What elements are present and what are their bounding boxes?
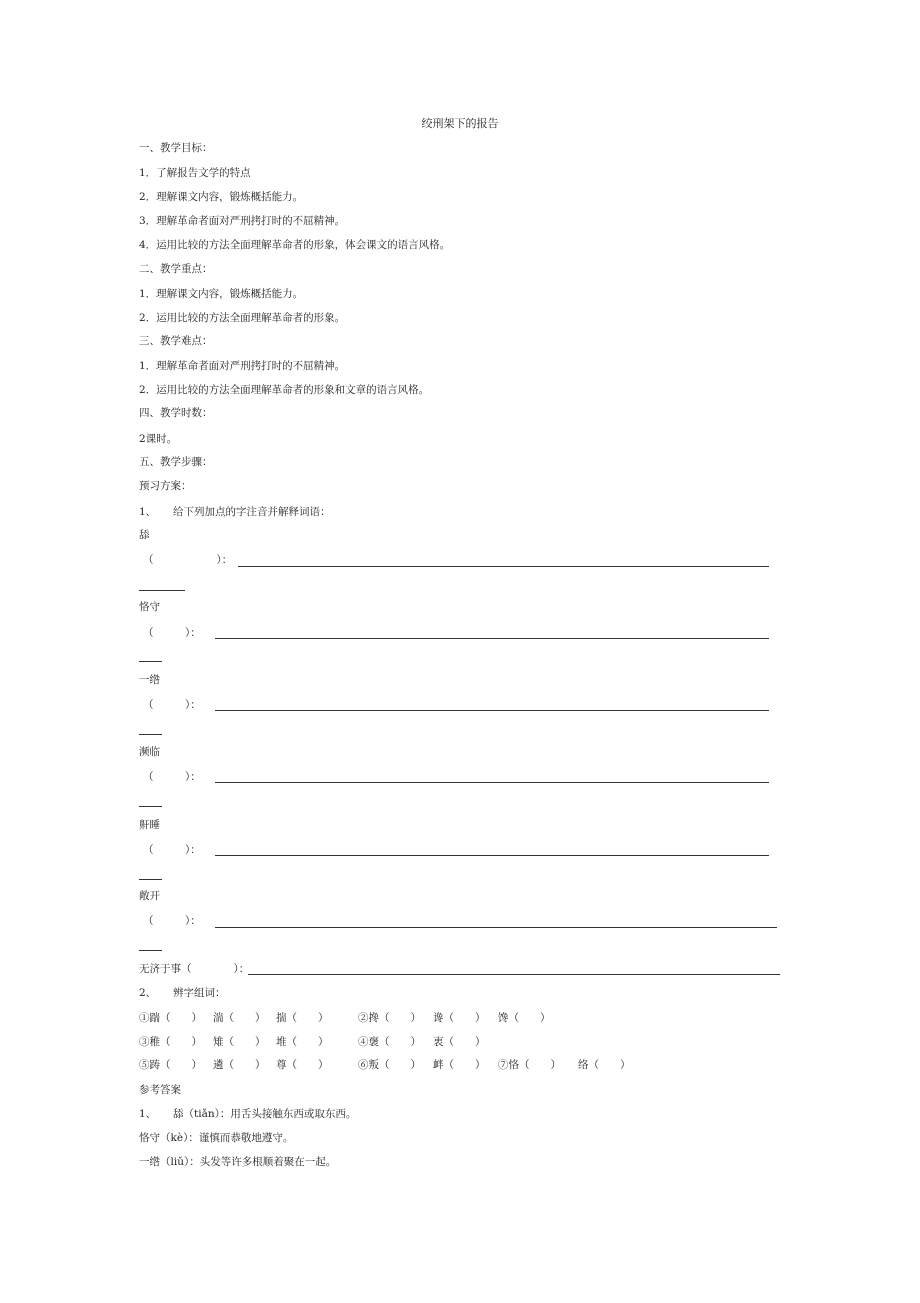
goal-item: 3．理解革命者面对严刑拷打时的不屈精神。 [139, 215, 346, 227]
answer-line-text: 恪守（kè）：谨慎而恭敬地遵守。 [139, 1132, 294, 1144]
document-title: 绞刑架下的报告 [421, 117, 499, 130]
answer-line-text: 舔（tiǎn）：用舌头接触东西或取东西。 [173, 1108, 357, 1120]
answers-heading: 参考答案 [139, 1084, 181, 1096]
char-group: ⑥叛（ ） [358, 1059, 421, 1071]
answer-line-continuation [139, 590, 185, 591]
goal-item: 1．了解报告文学的特点 [139, 167, 251, 179]
key-point-item: 2．运用比较的方法全面理解革命者的形象。 [139, 312, 346, 324]
char-group: ④褒（ ） [358, 1036, 421, 1048]
char-group: 络（ ） [578, 1059, 631, 1071]
answer-number: 1、 [139, 1108, 157, 1120]
char-group: ①踹（ ） [139, 1012, 202, 1024]
answer-line-continuation [139, 734, 162, 735]
pinyin-blank: （ ）： [143, 844, 201, 856]
answer-line-continuation [139, 879, 162, 880]
vocab-word: 舔 [139, 529, 150, 541]
answer-line[interactable] [238, 566, 769, 567]
answer-line[interactable] [215, 782, 769, 783]
q1-number: 1、 [139, 506, 157, 518]
vocab-word: 鼾睡 [139, 819, 160, 831]
char-group: ②搀（ ） [358, 1012, 421, 1024]
char-group: 堆（ ） [276, 1036, 329, 1048]
q1-prompt: 给下列加点的字注音并解释词语： [173, 506, 331, 518]
goal-item: 2．理解课文内容，锻炼概括能力。 [139, 191, 304, 203]
char-group: 衷（ ） [433, 1036, 486, 1048]
char-group: 揣（ ） [276, 1012, 329, 1024]
difficulties-heading: 三、教学难点： [139, 335, 213, 347]
goal-item: 4．运用比较的方法全面理解革命者的形象，体会课文的语言风格。 [139, 239, 451, 251]
vocab-word: 恪守 [139, 601, 160, 613]
vocab-word: 濒临 [139, 746, 160, 758]
vocab-word: 一绺 [139, 674, 160, 686]
q2-number: 2、 [139, 987, 157, 999]
char-group: 谗（ ） [433, 1012, 486, 1024]
answer-line-continuation [139, 661, 162, 662]
preview-label: 预习方案： [139, 480, 192, 492]
char-group: ③稚（ ） [139, 1036, 202, 1048]
pinyin-blank: （ ）： [143, 915, 201, 927]
pinyin-blank: （ ）： [143, 627, 201, 639]
char-group: 雉（ ） [213, 1036, 266, 1048]
hours-value: 2课时。 [139, 433, 178, 445]
char-group: ⑤踌（ ） [139, 1059, 202, 1071]
char-group: 遴（ ） [213, 1059, 266, 1071]
answer-line-continuation [139, 806, 162, 807]
answer-line[interactable] [215, 855, 769, 856]
answer-line[interactable] [215, 638, 769, 639]
answer-line[interactable] [248, 974, 780, 975]
pinyin-blank: （ ）： [143, 771, 201, 783]
difficulty-item: 1．理解革命者面对严刑拷打时的不屈精神。 [139, 360, 346, 372]
goals-heading: 一、教学目标： [139, 142, 213, 154]
char-group: 尊（ ） [276, 1059, 329, 1071]
hours-heading: 四、教学时数： [139, 407, 213, 419]
answer-line-continuation [139, 950, 162, 951]
char-group: 湍（ ） [213, 1012, 266, 1024]
answer-line-text: 一绺（liǔ）：头发等许多根顺着聚在一起。 [139, 1156, 337, 1168]
char-group: 衅（ ） [433, 1059, 486, 1071]
answer-line[interactable] [215, 927, 777, 928]
char-group: 馋（ ） [498, 1012, 551, 1024]
q2-prompt: 辨字组词： [173, 987, 226, 999]
char-group: ⑦恪（ ） [498, 1059, 561, 1071]
difficulty-item: 2．运用比较的方法全面理解革命者的形象和文章的语言风格。 [139, 384, 430, 396]
key-points-heading: 二、教学重点： [139, 263, 213, 275]
vocab-word: 敞开 [139, 890, 160, 902]
pinyin-blank: （ ）： [143, 699, 201, 711]
steps-heading: 五、教学步骤： [139, 456, 213, 468]
key-point-item: 1．理解课文内容，锻炼概括能力。 [139, 288, 304, 300]
vocab-word-inline: 无济于事（ ）： [139, 963, 250, 975]
pinyin-blank: （ ）： [143, 554, 233, 566]
answer-line[interactable] [215, 710, 769, 711]
